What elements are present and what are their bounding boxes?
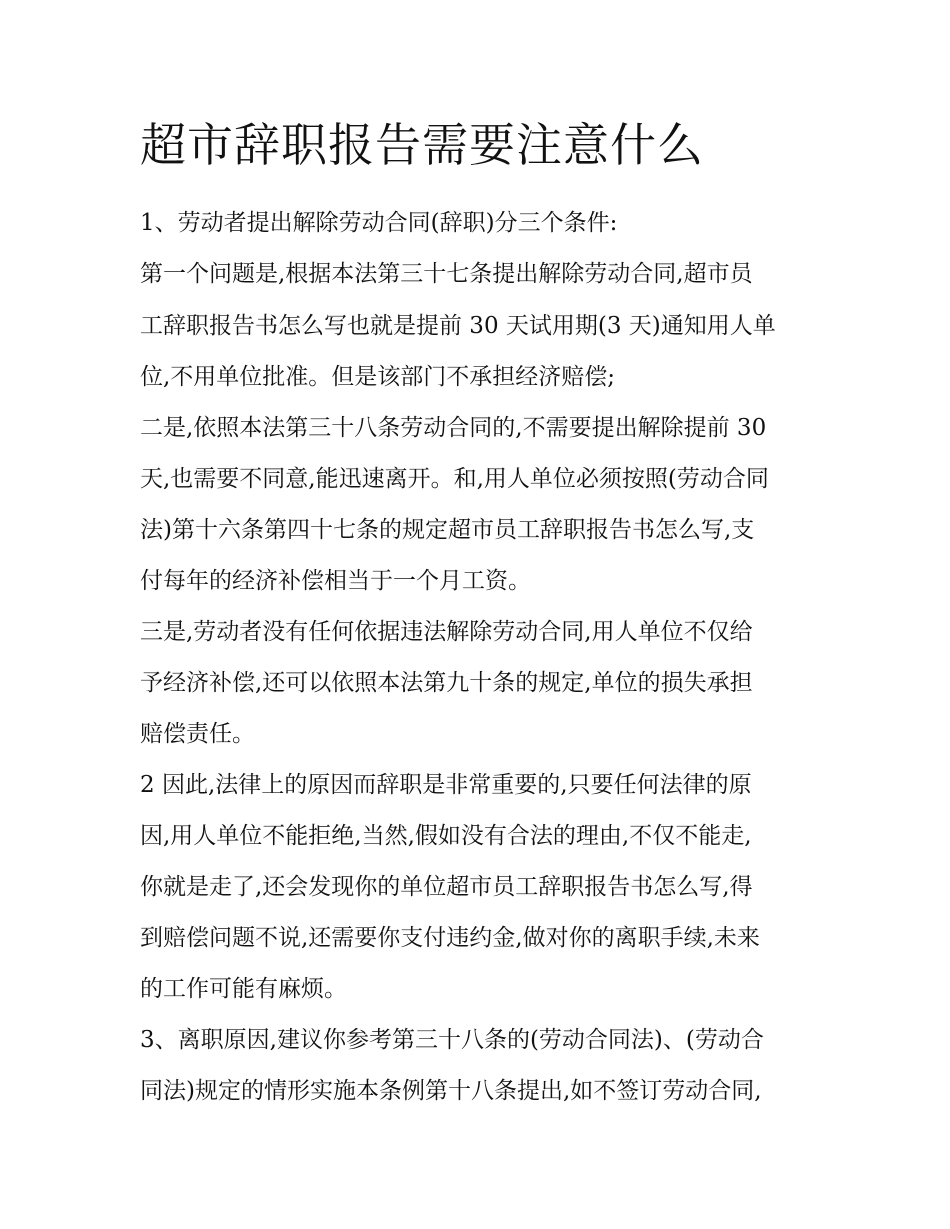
- text-line: 付每年的经济补偿相当于一个月工资。: [140, 568, 531, 594]
- text-line: 同法)规定的情形实施本条例第十八条提出,如不签订劳动合同,: [140, 1078, 762, 1104]
- text-line: 2 因此,法律上的原因而辞职是非常重要的,只要任何法律的原: [140, 772, 752, 798]
- text-line: 工辞职报告书怎么写也就是提前 30 天试用期(3 天)通知用人单: [140, 313, 776, 339]
- text-line: 二是,依照本法第三十八条劳动合同的,不需要提出解除提前 30: [140, 415, 767, 441]
- document-title: 超市辞职报告需要注意什么: [140, 118, 704, 172]
- text-line: 3、离职原因,建议你参考第三十八条的(劳动合同法)、(劳动合: [140, 1027, 764, 1053]
- text-line: 赔偿责任。: [140, 721, 255, 747]
- text-line: 予经济补偿,还可以依照本法第九十条的规定,单位的损失承担: [140, 670, 753, 696]
- text-line: 法)第十六条第四十七条的规定超市员工辞职报告书怎么写,支: [140, 517, 755, 543]
- text-line: 你就是走了,还会发现你的单位超市员工辞职报告书怎么写,得: [140, 874, 753, 900]
- text-line: 1、劳动者提出解除劳动合同(辞职)分三个条件:: [140, 210, 618, 236]
- text-line: 的工作可能有麻烦。: [140, 976, 347, 1002]
- text-line: 到赔偿问题不说,还需要你支付违约金,做对你的离职手续,未来: [140, 925, 760, 951]
- text-line: 天,也需要不同意,能迅速离开。和,用人单位必须按照(劳动合同: [140, 466, 769, 492]
- text-line: 第一个问题是,根据本法第三十七条提出解除劳动合同,超市员: [140, 261, 753, 287]
- text-line: 因,用人单位不能拒绝,当然,假如没有合法的理由,不仅不能走,: [140, 823, 752, 849]
- text-line: 位,不用单位批准。但是该部门不承担经济赔偿;: [140, 364, 616, 390]
- text-line: 三是,劳动者没有任何依据违法解除劳动合同,用人单位不仅给: [140, 619, 753, 645]
